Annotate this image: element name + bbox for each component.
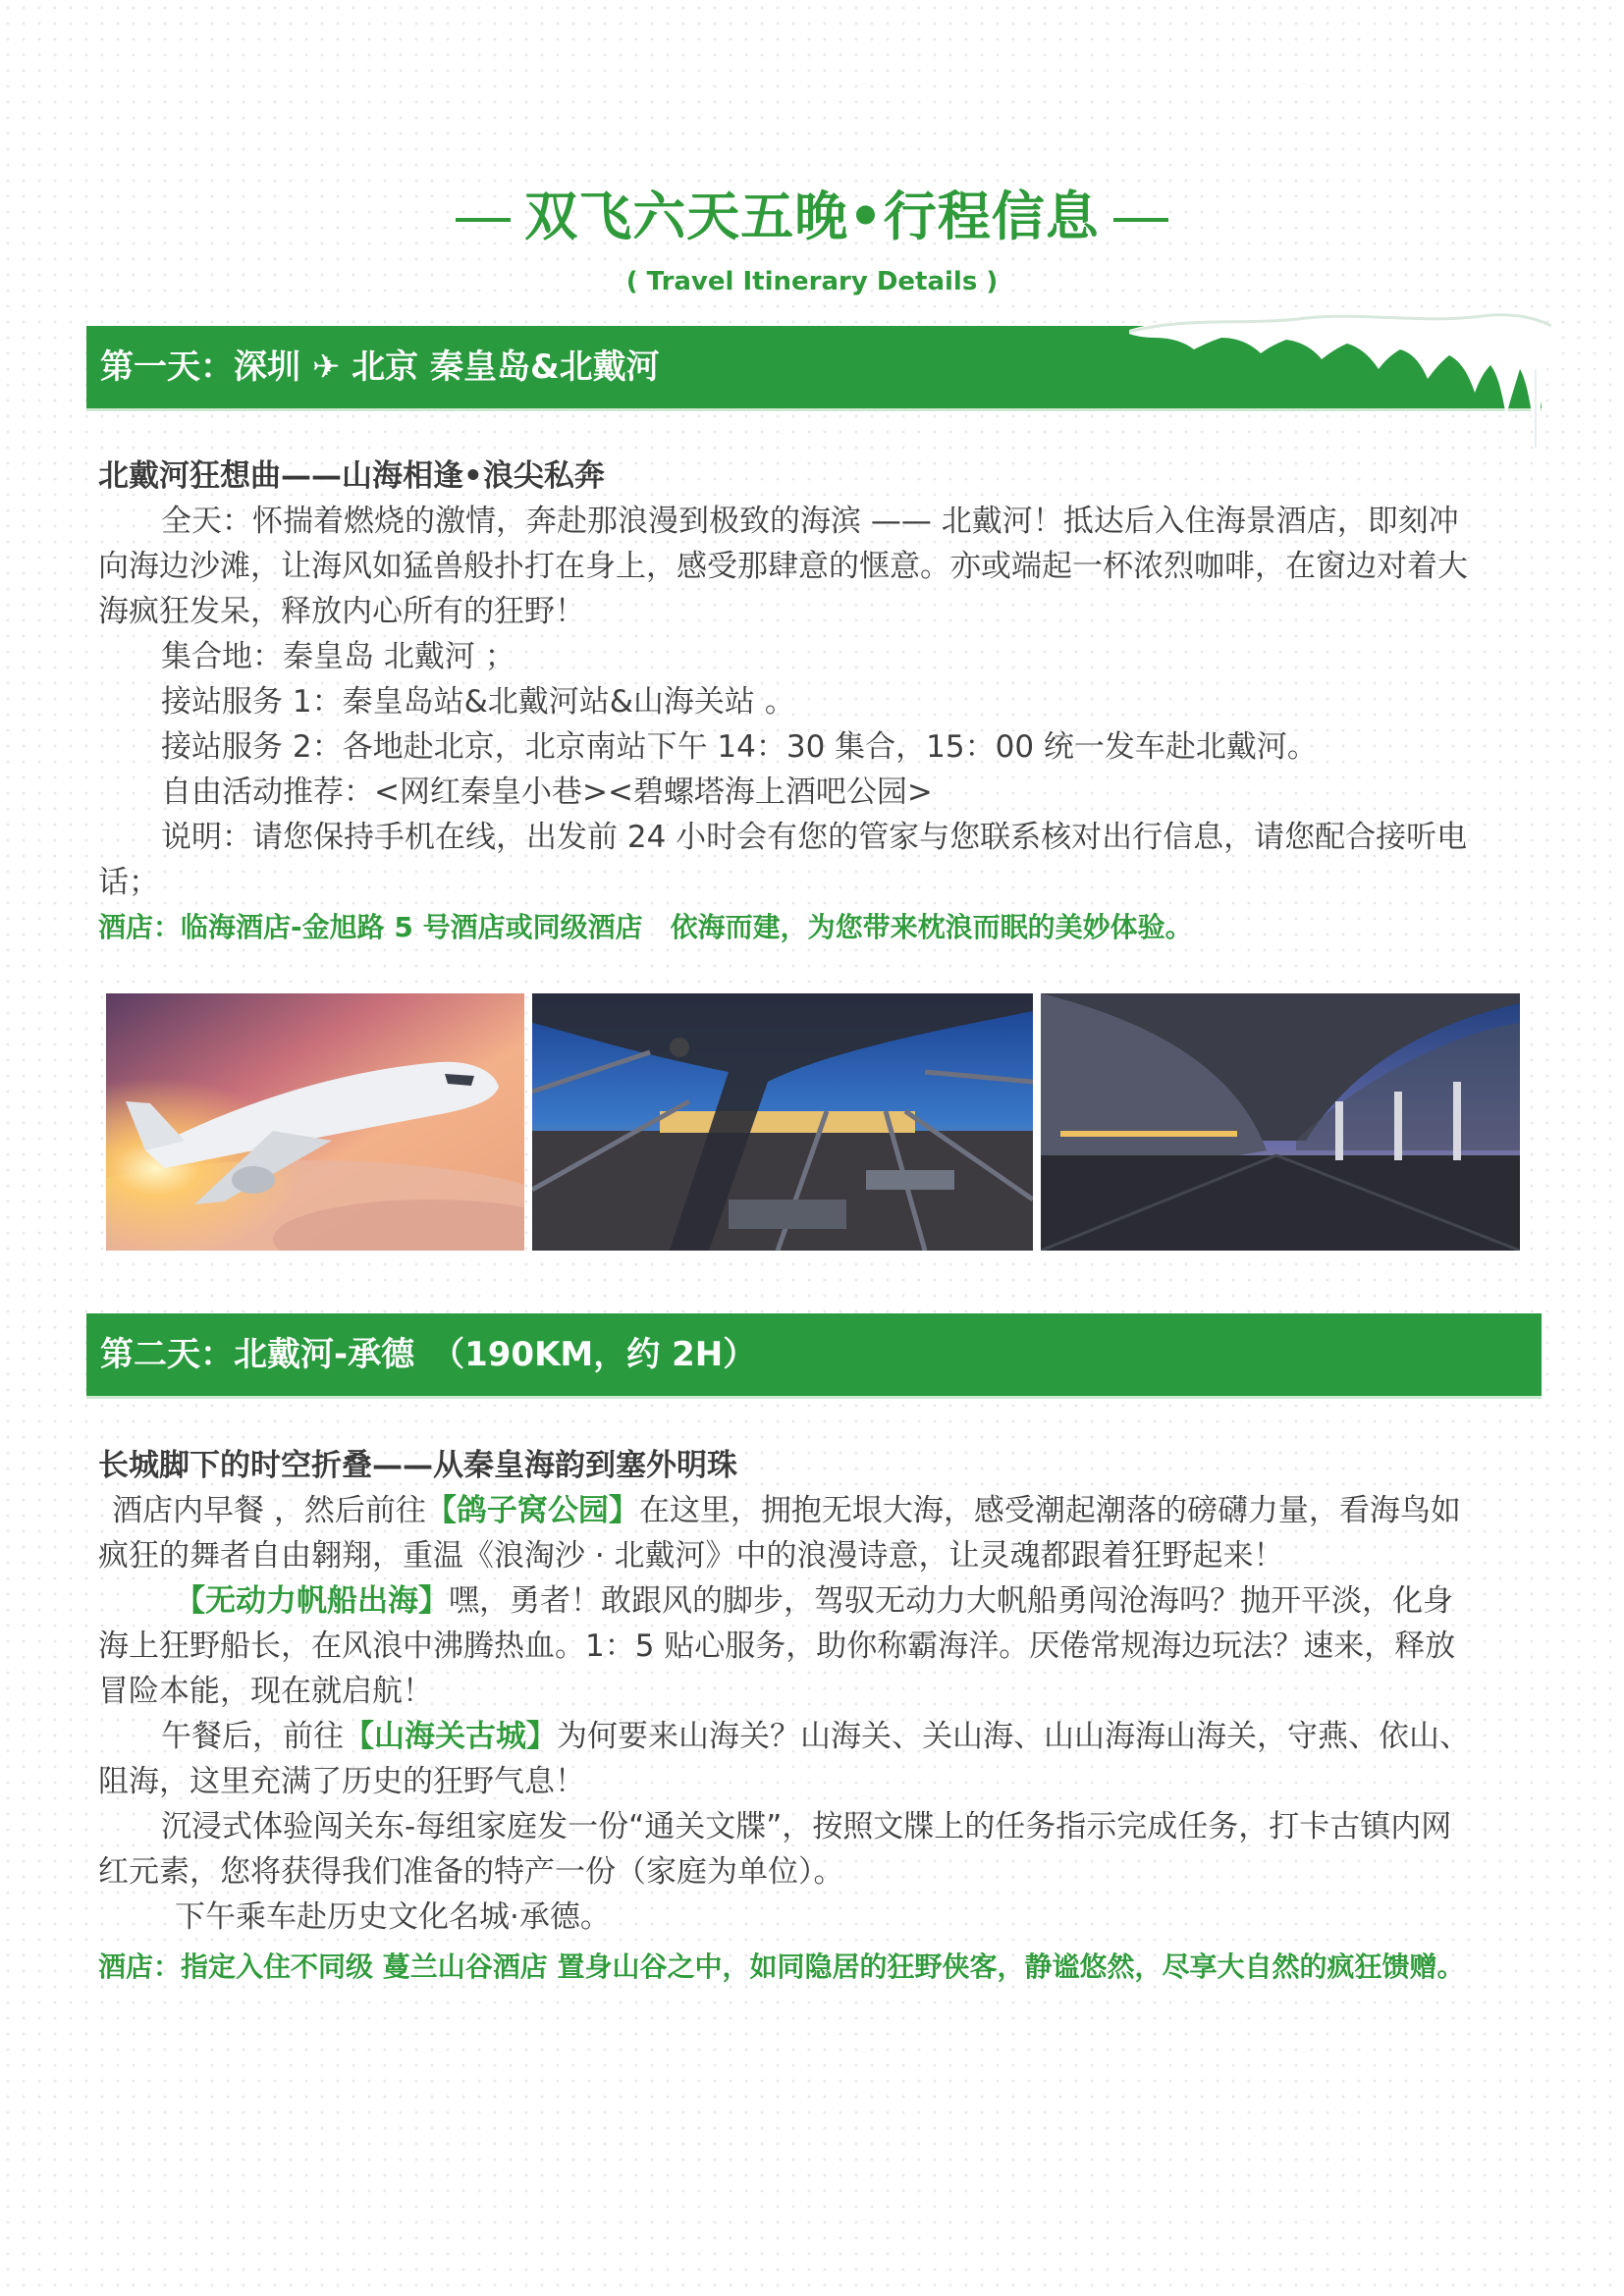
day1-paragraph: 自由活动推荐：<网红秦皇小巷><碧螺塔海上酒吧公园> (161, 774, 933, 810)
page-title (0, 182, 1624, 252)
day2-p3-text: 午餐后，前往 (161, 1719, 344, 1754)
day2-paragraph (98, 1714, 1473, 1804)
day1-header-bar: 第一天：深圳 ✈ 北京 秦皇岛&北戴河 (86, 326, 1542, 408)
title-dash-left (456, 218, 511, 222)
day2-header-bar: 第二天：北戴河-承德 （190KM，约 2H） (86, 1313, 1542, 1396)
day2-p3-rest: 为何要来山海关？山海关、关山海、山山海海山海关，守燕、依山、阻海，这里充满了历史的狂野气息！ (98, 1719, 1470, 1799)
airport-terminal-image-icon (1041, 993, 1520, 1251)
airport-window-photo (532, 993, 1033, 1251)
day2-p1-rest: 在这里，拥抱无垠大海，感受潮起潮落的磅礴力量，看海鸟如疯狂的舞者自由翱翔，重温《浪淘沙 · 北戴河》中的浪漫诗意，让灵魂都跟着狂野起来！ (98, 1493, 1461, 1574)
day1-photo-strip (106, 993, 1520, 1251)
airplane-photo (106, 993, 524, 1251)
day2-p2-rest: 嘿，勇者！敢跟风的脚步，驾驭无动力大帆船勇闯沧海吗？抛开平淡，化身海上狂野船长，在风浪中沸腾热血。1：5 贴心服务，助你称霸海洋。厌倦常规海边玩法？速来，释放冒险本能，现在就启航！ (98, 1583, 1456, 1709)
day1-paragraph: 接站服务 2：各地赴北京，北京南站下午 14：30 集合，15：00 统一发车赴北戴河。 (161, 729, 1318, 765)
day1-paragraph: 接站服务 1：秦皇岛站&北戴河站&山海关站 。 (161, 684, 795, 720)
day2-section-title: 长城脚下的时空折叠——从秦皇海韵到塞外明珠 (98, 1448, 737, 1483)
airport-window-image-icon (532, 993, 1033, 1251)
airport-terminal-photo (1041, 993, 1520, 1251)
page-subtitle: ( Travel Itinerary Details ) (625, 267, 999, 296)
day2-paragraph: 下午乘车赴历史文化名城·承德。 (175, 1899, 611, 1935)
airplane-image-icon (106, 993, 524, 1251)
day2-paragraph (98, 1488, 1473, 1578)
day1-section-title: 北戴河狂想曲——山海相逢•浪尖私奔 (98, 458, 605, 494)
day1-content (98, 454, 1473, 950)
day1-paragraph: 说明：请您保持手机在线，出发前 24 小时会有您的管家与您联系核对出行信息，请您配合接听电话； (98, 820, 1468, 900)
snow-decoration-icon (1129, 310, 1551, 457)
day2-content (98, 1443, 1473, 1995)
shanhaiguan-highlight: 【山海关古城】 (344, 1719, 557, 1754)
day2-p1-text: 酒店内早餐 ，然后前往 (112, 1493, 426, 1528)
page-title-text: 双飞六天五晚•行程信息 (524, 186, 1100, 247)
title-dash-right (1113, 218, 1168, 222)
day2-paragraph (98, 1578, 1473, 1714)
day1-paragraph: 集合地：秦皇岛 北戴河 ； (161, 639, 515, 674)
day1-hotel: 酒店：临海酒店-金旭路 5 号酒店或同级酒店 依海而建，为您带来枕浪而眠的美妙体验。 (98, 911, 1193, 943)
day1-paragraph: 全天：怀揣着燃烧的激情，奔赴那浪漫到极致的海滨 —— 北戴河！抵达后入住海景酒店，即刻冲向海边沙滩，让海风如猛兽般扑打在身上，感受那肆意的惬意。亦或端起一杯浓烈咖啡，在窗边对着大海疯狂发呆，释放内心所有的狂野！ (98, 504, 1468, 629)
sailing-highlight: 【无动力帆船出海】 (175, 1583, 449, 1619)
day2-paragraph: 沉浸式体验闯关东-每组家庭发一份“通关文牒”，按照文牒上的任务指示完成任务，打卡古镇内网红元素，您将获得我们准备的特产一份（家庭为单位）。 (98, 1809, 1452, 1890)
pigeon-nest-park-highlight: 【鸽子窝公园】 (425, 1493, 639, 1528)
day2-hotel: 酒店：指定入住不同级 蔓兰山谷酒店 置身山谷之中，如同隐居的狂野侠客，静谧悠然，尽享大自然的疯狂馈赠。 (98, 1950, 1465, 1983)
